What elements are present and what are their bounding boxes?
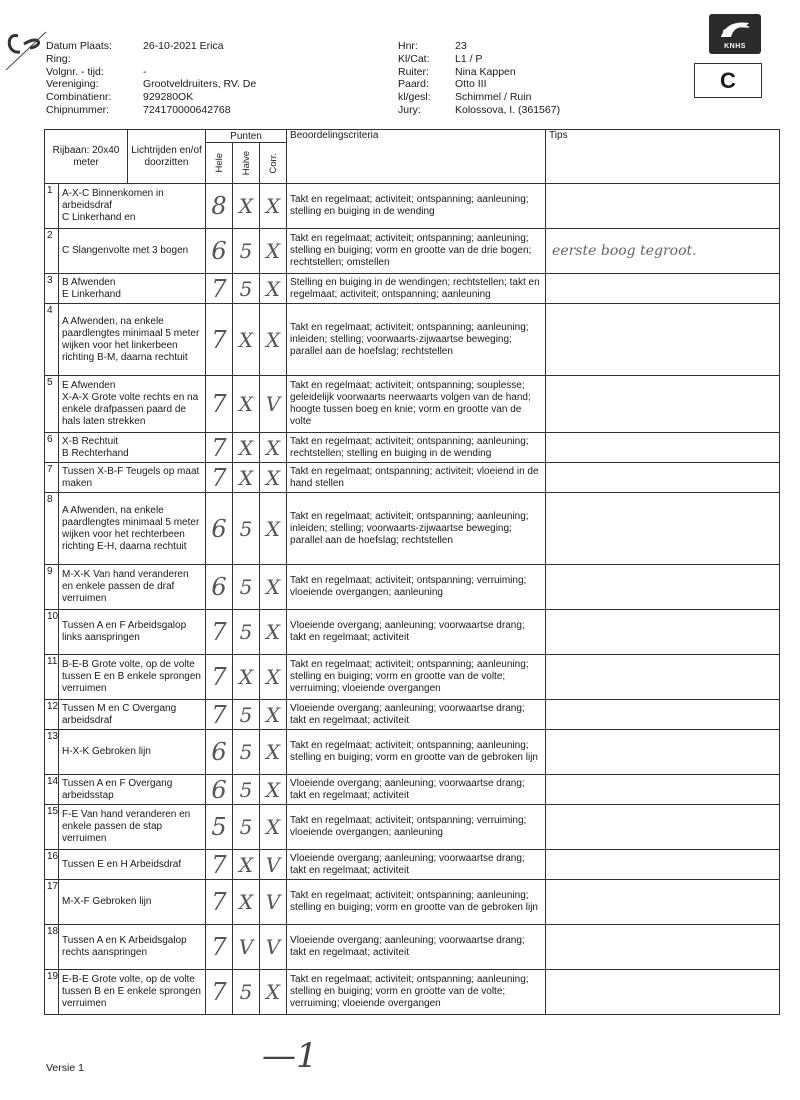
score-corr: X <box>265 239 281 263</box>
row-number: 12 <box>45 700 59 730</box>
score-corr-cell <box>260 229 287 274</box>
col-rijbaan-lichtrijden <box>45 130 206 184</box>
row-tip <box>546 610 780 655</box>
col-tips: Tips <box>546 130 780 184</box>
score-halve: X <box>238 852 254 877</box>
score-corr: X <box>265 665 281 689</box>
row-movement: B Afwenden E Linkerhand <box>59 274 206 304</box>
score-corr-cell <box>260 970 287 1015</box>
row-criteria: Takt en regelmaat; activiteit; ontspanning; aanleuning; stelling en buiging; vorm en grootte van de gebroken lijn <box>287 730 546 775</box>
score-hele-cell <box>206 655 233 700</box>
row-criteria: Vloeiende overgang; aanleuning; voorwaartse drang; takt en regelmaat; activiteit <box>287 850 546 880</box>
row-number: 15 <box>45 805 59 850</box>
row-movement: M-X-K Van hand veranderen en enkele passen de draf verruimen <box>59 565 206 610</box>
score-hele-cell <box>206 274 233 304</box>
row-tip <box>546 730 780 775</box>
row-tip-text <box>546 440 552 456</box>
score-corr-cell <box>260 463 287 493</box>
row-tip <box>546 700 780 730</box>
score-hele-cell <box>206 610 233 655</box>
col-lichtrijden: Lichtrijden en/of doorzitten <box>131 144 202 168</box>
row-tip <box>546 925 780 970</box>
row-tip-text <box>546 857 552 873</box>
row-criteria: Takt en regelmaat; activiteit; ontspanning; aanleuning; stelling en buiging; vorm en grootte van de volte; verruiming; vloeiende overgangen <box>287 655 546 700</box>
header-field-label: kl/gesl: <box>398 91 431 104</box>
row-movement: B-E-B Grote volte, op de volte tussen E en B enkele sprongen verruimen <box>59 655 206 700</box>
score-hele: 7 <box>211 850 227 879</box>
row-movement: E-B-E Grote volte, op de volte tussen B en E enkele sprongen verruimen <box>59 970 206 1015</box>
col-beoordeling: Beoordelingscriteria <box>287 130 546 184</box>
row-tip <box>546 184 780 229</box>
row-criteria: Takt en regelmaat; activiteit; ontspanning; verruiming; vloeiende overgangen; aanleuning <box>287 805 546 850</box>
row-tip <box>546 565 780 610</box>
row-number: 11 <box>45 655 59 700</box>
score-hele: 7 <box>211 433 227 462</box>
table-row <box>45 463 780 493</box>
score-corr: X <box>265 465 281 490</box>
score-halve: X <box>238 890 254 914</box>
table-row <box>45 805 780 850</box>
row-criteria: Stelling en buiging in de wendingen; rechtstellen; takt en regelmaat; activiteit; ontspanning; aanleuning <box>287 274 546 304</box>
header-field-label: Vereniging: <box>46 78 99 91</box>
score-corr-cell <box>260 184 287 229</box>
score-halve-cell <box>233 229 260 274</box>
row-movement: H-X-K Gebroken lijn <box>59 730 206 775</box>
score-corr: X <box>265 327 281 352</box>
header-field <box>398 78 560 91</box>
header-field-value: 23 <box>455 40 467 52</box>
row-number: 8 <box>45 493 59 565</box>
table-row <box>45 730 780 775</box>
knhs-logo <box>709 14 761 54</box>
row-criteria: Vloeiende overgang; aanleuning; voorwaartse drang; takt en regelmaat; activiteit <box>287 700 546 730</box>
table-row <box>45 970 780 1015</box>
score-halve: 5 <box>239 516 253 541</box>
row-criteria: Takt en regelmaat; activiteit; ontspanning; souplesse; geleidelijk voorwaarts neerwaarts volgen van de hand; hoogte tussen boeg en knie; vorm en grootte van de volte <box>287 376 546 433</box>
row-movement: A Afwenden, na enkele paardlengtes minimaal 5 meter wijken voor het linkerbeen richting B-M, daarna rechtuit <box>59 304 206 376</box>
row-criteria: Takt en regelmaat; activiteit; ontspanning; aanleuning; stelling en buiging in de wending <box>287 184 546 229</box>
header-field-value: 929280OK <box>143 91 194 104</box>
score-hele: 6 <box>211 738 227 766</box>
row-number: 16 <box>45 850 59 880</box>
score-hele-cell <box>206 850 233 880</box>
row-tip-text <box>546 470 552 486</box>
header-field <box>46 40 256 53</box>
row-criteria: Vloeiende overgang; aanleuning; voorwaartse drang; takt en regelmaat; activiteit <box>287 775 546 805</box>
score-body <box>45 184 780 1015</box>
score-hele-cell <box>206 433 233 463</box>
score-hele: 7 <box>211 888 227 916</box>
score-hele-cell <box>206 304 233 376</box>
row-tip <box>546 433 780 463</box>
horse-head-icon <box>715 17 755 41</box>
row-tip <box>546 880 780 925</box>
logo-text: KNHS <box>724 43 746 50</box>
row-tip-text <box>546 198 552 214</box>
header-field-label: Combinatienr: <box>46 91 112 104</box>
row-movement: M-X-F Gebroken lijn <box>59 880 206 925</box>
table-row <box>45 850 780 880</box>
row-tip-text: eerste boog tegroot. <box>552 243 697 259</box>
row-number: 6 <box>45 433 59 463</box>
score-corr: X <box>265 516 281 541</box>
score-corr-cell <box>260 655 287 700</box>
score-halve: X <box>238 665 254 689</box>
score-halve-cell <box>233 274 260 304</box>
score-corr-cell <box>260 805 287 850</box>
header-field-label: Paard: <box>398 78 429 91</box>
score-corr: X <box>265 980 281 1004</box>
score-corr: V <box>265 890 281 914</box>
row-number: 2 <box>45 229 59 274</box>
col-corr: Corr. <box>260 143 287 184</box>
score-hele-cell <box>206 805 233 850</box>
score-corr-cell <box>260 376 287 433</box>
header-field-label: Ruiter: <box>398 65 429 78</box>
score-halve: 5 <box>239 276 253 301</box>
score-halve: 5 <box>239 702 253 727</box>
header-field-label: Jury: <box>398 103 421 116</box>
header-field <box>398 91 560 104</box>
table-row <box>45 304 780 376</box>
score-hele-cell <box>206 493 233 565</box>
judge-position-box: C <box>694 63 762 98</box>
row-movement: Tussen A en F Arbeidsgalop links aanspringen <box>59 610 206 655</box>
score-hele: 7 <box>211 463 227 492</box>
row-number: 4 <box>45 304 59 376</box>
header-field-value: Grootveldruiters, RV. De <box>143 78 257 91</box>
score-corr: V <box>265 852 281 877</box>
score-hele: 7 <box>211 618 227 646</box>
row-criteria: Takt en regelmaat; activiteit; ontspanning; aanleuning; inleiden; stelling; voorwaarts-zijwaartse beweging; parallel aan de hoefslag; rechtstellen <box>287 493 546 565</box>
table-row <box>45 700 780 730</box>
score-corr: X <box>265 815 281 839</box>
header-field-label: Kl/Cat: <box>398 52 430 65</box>
score-corr: X <box>265 702 281 727</box>
score-corr: X <box>265 276 281 301</box>
col-rijbaan: Rijbaan: 20x40 meter <box>45 130 128 183</box>
row-tip-text <box>546 521 552 537</box>
table-row <box>45 925 780 970</box>
row-number: 9 <box>45 565 59 610</box>
header-field <box>398 40 560 53</box>
table-row <box>45 376 780 433</box>
version-label: Versie 1 <box>46 1062 84 1074</box>
header-field-value: 724170000642768 <box>143 103 231 116</box>
header-field-label: Hnr: <box>398 40 418 52</box>
score-hele-cell <box>206 463 233 493</box>
score-halve-cell <box>233 850 260 880</box>
row-number: 10 <box>45 610 59 655</box>
row-tip <box>546 805 780 850</box>
score-corr-cell <box>260 775 287 805</box>
table-row <box>45 655 780 700</box>
score-hele-cell <box>206 565 233 610</box>
row-tip-text <box>546 744 552 760</box>
score-corr: V <box>265 935 281 959</box>
header-field-value: Schimmel / Ruin <box>455 91 532 104</box>
header-field-label: Volgnr. - tijd: <box>46 65 104 78</box>
score-halve-cell <box>233 655 260 700</box>
score-hele: 7 <box>211 390 227 418</box>
row-tip-text <box>546 579 552 595</box>
score-hele: 7 <box>211 978 227 1006</box>
row-tip-text <box>546 396 552 412</box>
row-criteria: Takt en regelmaat; ontspanning; activiteit; vloeiend in de hand stellen <box>287 463 546 493</box>
row-tip <box>546 274 780 304</box>
header-field-value: 26-10-2021 Erica <box>143 40 224 52</box>
header-field-value: Kolossova, I. (361567) <box>455 103 561 116</box>
score-hele: 6 <box>211 237 227 265</box>
header-field <box>46 78 256 91</box>
row-movement: X-B Rechtuit B Rechterhand <box>59 433 206 463</box>
score-hele-cell <box>206 184 233 229</box>
row-number: 18 <box>45 925 59 970</box>
score-hele: 7 <box>211 700 227 729</box>
table-row <box>45 775 780 805</box>
score-hele-cell <box>206 700 233 730</box>
row-criteria: Takt en regelmaat; activiteit; ontspanning; verruiming; vloeiende overgangen; aanleuning <box>287 565 546 610</box>
row-tip-text <box>546 819 552 835</box>
score-corr-cell <box>260 433 287 463</box>
col-halve: Halve <box>233 143 260 184</box>
header-field <box>398 66 560 79</box>
row-number: 14 <box>45 775 59 805</box>
score-hele-cell <box>206 970 233 1015</box>
score-corr-cell <box>260 565 287 610</box>
score-corr: X <box>265 435 281 460</box>
score-corr-cell <box>260 880 287 925</box>
row-criteria: Takt en regelmaat; activiteit; ontspanning; aanleuning; stelling en buiging; vorm en grootte van de volte; verruiming; vloeiende overgangen <box>287 970 546 1015</box>
score-halve-cell <box>233 610 260 655</box>
col-punten: Punten <box>206 130 287 143</box>
score-halve-cell <box>233 880 260 925</box>
score-halve: 5 <box>239 980 253 1004</box>
row-criteria: Takt en regelmaat; activiteit; ontspanning; aanleuning; inleiden; stelling; voorwaarts-zijwaartse beweging; parallel aan de hoefslag; rechtstellen <box>287 304 546 376</box>
score-halve: X <box>238 194 254 218</box>
table-row <box>45 184 780 229</box>
row-tip-text <box>546 894 552 910</box>
row-tip-text <box>546 707 552 723</box>
row-tip <box>546 775 780 805</box>
score-halve: 5 <box>239 575 253 599</box>
score-halve: X <box>238 465 254 490</box>
row-tip-text <box>546 332 552 348</box>
score-hele: 7 <box>211 325 227 354</box>
score-halve-cell <box>233 775 260 805</box>
score-hele-cell <box>206 229 233 274</box>
score-corr-cell <box>260 730 287 775</box>
table-row <box>45 433 780 463</box>
row-tip-text <box>546 624 552 640</box>
score-halve: V <box>238 935 254 959</box>
header-field-value: Otto III <box>455 78 487 91</box>
handwritten-total-mark: —1 <box>262 1036 318 1076</box>
score-halve: 5 <box>239 777 253 802</box>
header-field-value: - <box>143 65 147 78</box>
header-field-label: Datum Plaats: <box>46 40 112 52</box>
row-movement: A-X-C Binnenkomen in arbeidsdraf C Linkerhand en <box>59 184 206 229</box>
score-halve-cell <box>233 700 260 730</box>
row-tip-text <box>546 281 552 297</box>
score-corr: X <box>265 740 281 764</box>
score-corr: V <box>265 392 281 416</box>
score-hele: 5 <box>211 813 227 841</box>
header-field-label: Ring: <box>46 52 71 65</box>
table-row <box>45 229 780 274</box>
row-movement: Tussen A en F Overgang arbeidsstap <box>59 775 206 805</box>
row-movement: E Afwenden X-A-X Grote volte rechts en na enkele drafpassen paard de hals laten strekken <box>59 376 206 433</box>
score-halve-cell <box>233 304 260 376</box>
header-field <box>46 53 256 66</box>
score-hele-cell <box>206 880 233 925</box>
score-halve: 5 <box>239 239 253 263</box>
row-movement: A Afwenden, na enkele paardlengtes minimaal 5 meter wijken voor het rechterbeen richting E-H, daarna rechtuit <box>59 493 206 565</box>
score-halve-cell <box>233 463 260 493</box>
score-hele-cell <box>206 775 233 805</box>
header-right <box>398 40 560 117</box>
score-hele: 6 <box>211 514 227 543</box>
score-hele-cell <box>206 730 233 775</box>
score-hele: 7 <box>211 274 227 303</box>
row-movement: C Slangenvolte met 3 bogen <box>59 229 206 274</box>
row-tip <box>546 229 780 274</box>
header-field <box>46 66 256 79</box>
table-row <box>45 880 780 925</box>
row-tip <box>546 850 780 880</box>
row-criteria: Takt en regelmaat; activiteit; ontspanning; aanleuning; stelling en buiging; vorm en grootte van de drie bogen; rechtstellen; omstellen <box>287 229 546 274</box>
score-halve-cell <box>233 433 260 463</box>
table-row <box>45 493 780 565</box>
score-halve: X <box>238 327 254 352</box>
row-movement: F-E Van hand veranderen en enkele passen de stap verruimen <box>59 805 206 850</box>
score-halve-cell <box>233 184 260 229</box>
header-field-label: Chipnummer: <box>46 103 110 116</box>
header-field <box>398 53 560 66</box>
row-number: 13 <box>45 730 59 775</box>
score-hele: 6 <box>211 573 227 601</box>
row-tip-text <box>546 669 552 685</box>
score-halve-cell <box>233 925 260 970</box>
score-hele-cell <box>206 925 233 970</box>
row-tip <box>546 655 780 700</box>
row-tip <box>546 463 780 493</box>
table-row <box>45 565 780 610</box>
header-field <box>46 104 256 117</box>
score-corr-cell <box>260 274 287 304</box>
row-number: 7 <box>45 463 59 493</box>
score-corr: X <box>265 194 281 218</box>
row-tip <box>546 493 780 565</box>
score-hele: 8 <box>211 192 227 220</box>
score-halve-cell <box>233 805 260 850</box>
row-tip <box>546 304 780 376</box>
score-corr: X <box>265 620 281 644</box>
row-movement: Tussen M en C Overgang arbeidsdraf <box>59 700 206 730</box>
score-corr-cell <box>260 304 287 376</box>
row-criteria: Vloeiende overgang; aanleuning; voorwaartse drang; takt en regelmaat; activiteit <box>287 925 546 970</box>
score-hele-cell <box>206 376 233 433</box>
score-corr-cell <box>260 610 287 655</box>
row-tip-text <box>546 939 552 955</box>
row-criteria: Takt en regelmaat; activiteit; ontspanning; aanleuning; rechtstellen; stelling en buiging in de wending <box>287 433 546 463</box>
header-left <box>46 40 256 117</box>
header-field <box>46 91 256 104</box>
header-field-value: Nina Kappen <box>455 65 516 78</box>
score-halve-cell <box>233 970 260 1015</box>
score-table <box>44 129 780 1015</box>
row-criteria: Takt en regelmaat; activiteit; ontspanning; aanleuning; stelling en buiging; vorm en grootte van de gebroken lijn <box>287 880 546 925</box>
row-number: 1 <box>45 184 59 229</box>
row-number: 3 <box>45 274 59 304</box>
score-halve-cell <box>233 493 260 565</box>
row-number: 17 <box>45 880 59 925</box>
row-movement: Tussen A en K Arbeidsgalop rechts aanspringen <box>59 925 206 970</box>
row-tip-text <box>546 984 552 1000</box>
score-hele: 6 <box>211 775 227 804</box>
row-criteria: Vloeiende overgang; aanleuning; voorwaartse drang; takt en regelmaat; activiteit <box>287 610 546 655</box>
row-number: 5 <box>45 376 59 433</box>
row-movement: Tussen E en H Arbeidsdraf <box>59 850 206 880</box>
col-hele: Hele <box>206 143 233 184</box>
score-halve: X <box>238 435 254 460</box>
score-halve: X <box>238 392 254 416</box>
score-halve-cell <box>233 730 260 775</box>
header-field <box>398 104 560 117</box>
table-row <box>45 610 780 655</box>
row-movement: Tussen X-B-F Teugels op maat maken <box>59 463 206 493</box>
score-corr-cell <box>260 850 287 880</box>
score-hele: 7 <box>211 933 227 961</box>
row-tip-text <box>546 782 552 798</box>
row-tip <box>546 376 780 433</box>
score-hele: 7 <box>211 663 227 691</box>
score-corr-cell <box>260 700 287 730</box>
score-corr: X <box>265 575 281 599</box>
score-halve-cell <box>233 376 260 433</box>
score-corr: X <box>265 777 281 802</box>
table-row <box>45 274 780 304</box>
score-halve-cell <box>233 565 260 610</box>
score-halve: 5 <box>239 620 253 644</box>
score-halve: 5 <box>239 815 253 839</box>
row-tip <box>546 970 780 1015</box>
header-field-value: L1 / P <box>455 52 483 65</box>
score-corr-cell <box>260 493 287 565</box>
score-corr-cell <box>260 925 287 970</box>
score-halve: 5 <box>239 740 253 764</box>
row-number: 19 <box>45 970 59 1015</box>
